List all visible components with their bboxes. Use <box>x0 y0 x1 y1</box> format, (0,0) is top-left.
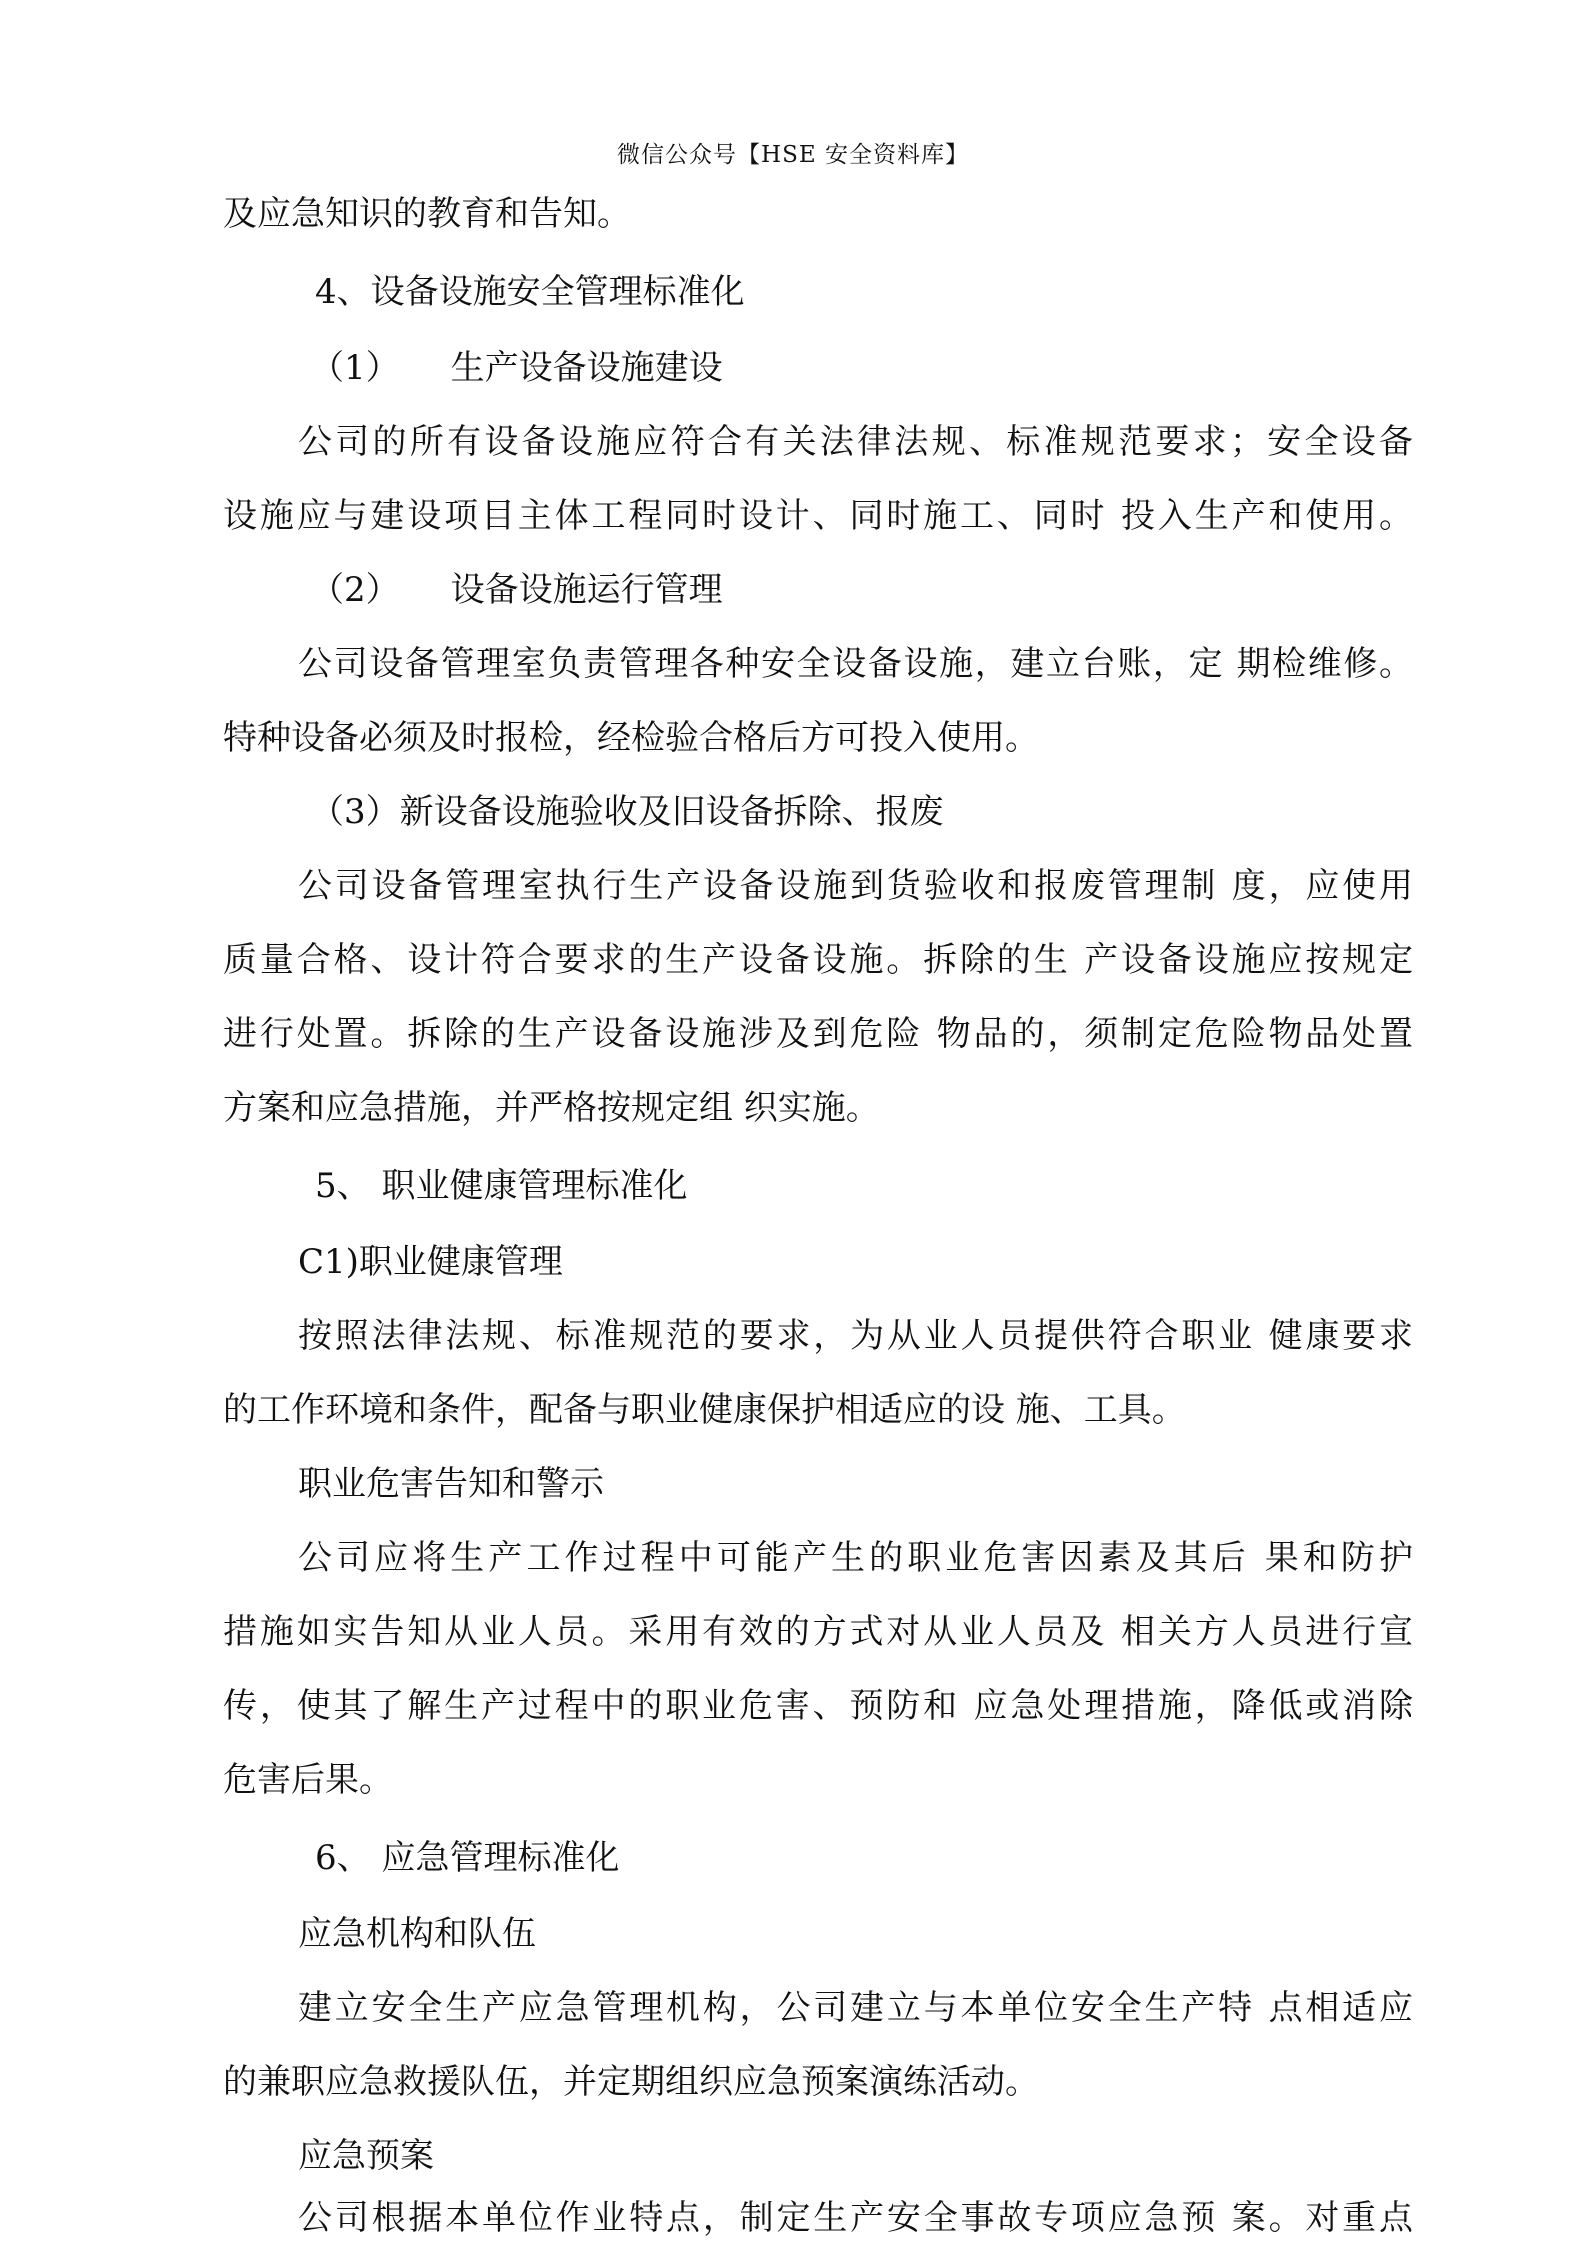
paragraph-line: 进行处置。拆除的生产设备设施涉及到危险 物品的，须制定危险物品处置 <box>223 1014 1413 1054</box>
paragraph-line: 建立安全生产应急管理机构，公司建立与本单位安全生产特 点相适应 <box>298 1988 1413 2028</box>
paragraph-line: 公司设备管理室执行生产设备设施到货验收和报废管理制 度，应使用 <box>298 866 1413 906</box>
subsection-heading: C1)职业健康管理 <box>298 1242 563 1282</box>
paragraph-line: 的兼职应急救援队伍，并定期组织应急预案演练活动。 <box>223 2062 1039 2102</box>
paragraph-line: 按照法律法规、标准规范的要求，为从业人员提供符合职业 健康要求 <box>298 1316 1413 1356</box>
paragraph-line: 质量合格、设计符合要求的生产设备设施。拆除的生 产设备设施应按规定 <box>223 940 1413 980</box>
section-heading: 4、设备设施安全管理标准化 <box>315 272 745 312</box>
paragraph-line: 公司应将生产工作过程中可能产生的职业危害因素及其后 果和防护 <box>298 1538 1413 1578</box>
subsection-heading: （2） 设备设施运行管理 <box>310 570 723 610</box>
paragraph-line: 措施如实告知从业人员。采用有效的方式对从业人员及 相关方人员进行宣 <box>223 1612 1413 1652</box>
paragraph-line: 及应急知识的教育和告知。 <box>223 194 631 234</box>
subsection-heading: 职业危害告知和警示 <box>298 1464 604 1504</box>
paragraph-line: 方案和应急措施，并严格按规定组 织实施。 <box>223 1088 880 1128</box>
subsection-heading: （1） 生产设备设施建设 <box>310 348 723 388</box>
paragraph-line: 传，使其了解生产过程中的职业危害、预防和 应急处理措施，降低或消除 <box>223 1686 1413 1726</box>
section-heading: 6、 应急管理标准化 <box>315 1838 620 1878</box>
paragraph-line: 设施应与建设项目主体工程同时设计、同时施工、同时 投入生产和使用。 <box>223 496 1413 536</box>
paragraph-line: 特种设备必须及时报检，经检验合格后方可投入使用。 <box>223 718 1039 758</box>
paragraph-line: 公司的所有设备设施应符合有关法律法规、标准规范要求；安全设备 <box>298 422 1413 462</box>
paragraph-line: 的工作环境和条件，配备与职业健康保护相适应的设 施、工具。 <box>223 1390 1186 1430</box>
subsection-heading: 应急机构和队伍 <box>298 1914 536 1954</box>
paragraph-line: 公司设备管理室负责管理各种安全设备设施，建立台账，定 期检维修。 <box>298 644 1413 684</box>
subsection-heading: （3）新设备设施验收及旧设备拆除、报废 <box>310 792 944 832</box>
section-heading: 5、 职业健康管理标准化 <box>315 1166 688 1206</box>
paragraph-line: 公司根据本单位作业特点，制定生产安全事故专项应急预 案。对重点 <box>298 2198 1413 2238</box>
paragraph-line: 危害后果。 <box>223 1760 393 1800</box>
page-header: 微信公众号【HSE 安全资料库】 <box>617 142 969 168</box>
subsection-heading: 应急预案 <box>298 2136 434 2176</box>
